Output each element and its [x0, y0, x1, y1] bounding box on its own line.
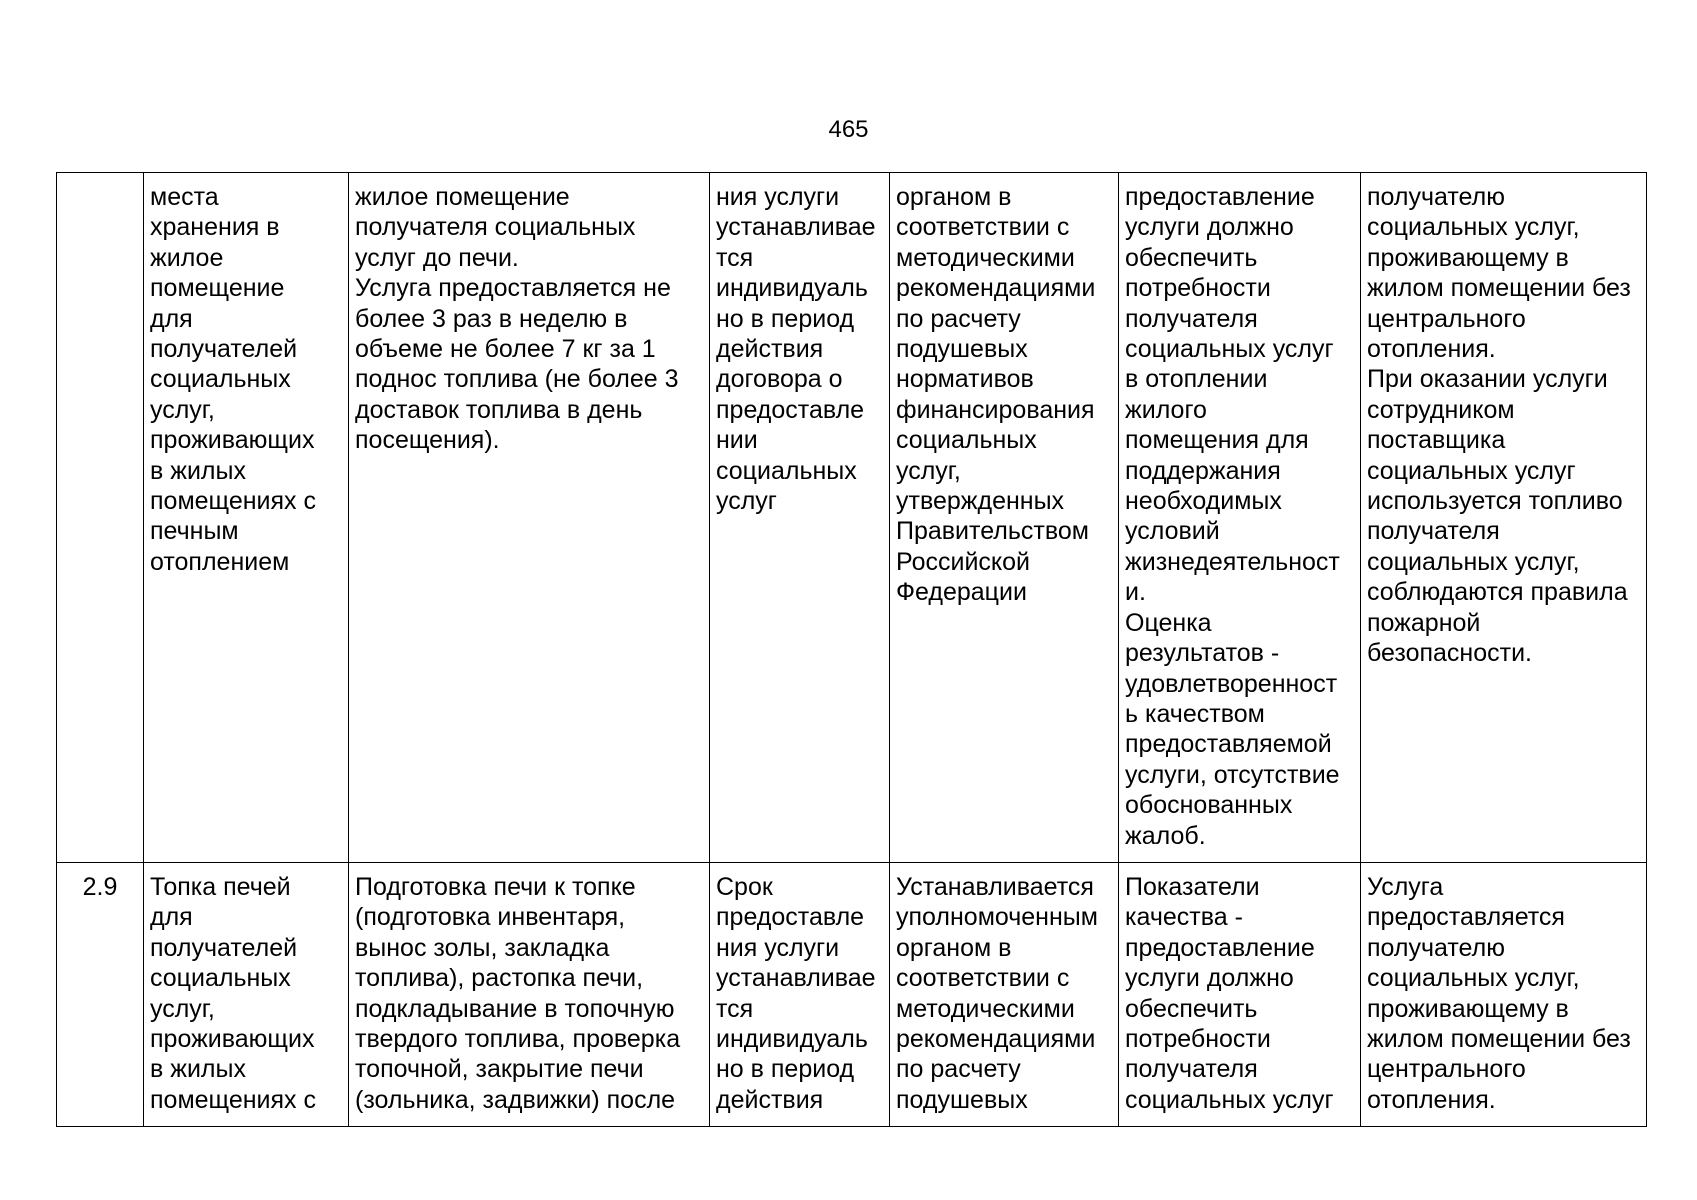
table-row: [57, 173, 1647, 863]
service-description-cell: жилое помещение получателя социальных услуг до печи. Услуга предоставляется не более 3 раз в неделю в объеме не более 7 кг за 1 поднос топлива (не более 3 доставок топлива в день посещения).: [349, 173, 710, 863]
service-conditions-cell: получателю социальных услуг, проживающему в жилом помещении без центрального отопления. При оказании услуги сотрудником поставщика социальных услуг используется топливо получателя социальных услуг, соблюдаются правила пожарной безопасности.: [1361, 173, 1647, 863]
row-number-cell: 2.9: [57, 863, 144, 1127]
service-quality-cell: предоставление услуги должно обеспечить потребности получателя социальных услуг в отоплении жилого помещения для поддержания необходимых условий жизнедеятельност и. Оценка результатов - удовлетворенност ь качеством предоставляемой услуги, отсутствие обоснованных жалоб.: [1119, 173, 1361, 863]
service-description-cell: Подготовка печи к топке (подготовка инвентаря, вынос золы, закладка топлива), растопка печи, подкладывание в топочную твердого топлива, проверка топочной, закрытие печи (зольника, задвижки) после: [349, 863, 710, 1127]
row-number-cell: [57, 173, 144, 863]
page-number: 465: [828, 116, 869, 143]
service-conditions-cell: Услуга предоставляется получателю социальных услуг, проживающему в жилом помещении без центрального отопления.: [1361, 863, 1647, 1127]
service-cost-cell: Устанавливается уполномоченным органом в соответствии с методическими рекомендациями по расчету подушевых: [890, 863, 1119, 1127]
table-row: [57, 863, 1647, 1127]
service-name-cell: Топка печей для получателей социальных услуг, проживающих в жилых помещениях с: [144, 863, 349, 1127]
service-quality-cell: Показатели качества - предоставление услуги должно обеспечить потребности получателя социальных услуг: [1119, 863, 1361, 1127]
services-table: [56, 172, 1647, 1127]
service-cost-cell: органом в соответствии с методическими рекомендациями по расчету подушевых нормативов финансирования социальных услуг, утвержденных Правительством Российской Федерации: [890, 173, 1119, 863]
service-term-cell: Срок предоставле ния услуги устанавливае тся индивидуаль но в период действия: [710, 863, 890, 1127]
service-term-cell: ния услуги устанавливае тся индивидуаль но в период действия договора о предоставле нии социальных услуг: [710, 173, 890, 863]
service-name-cell: места хранения в жилое помещение для получателей социальных услуг, проживающих в жилых помещениях с печным отоплением: [144, 173, 349, 863]
